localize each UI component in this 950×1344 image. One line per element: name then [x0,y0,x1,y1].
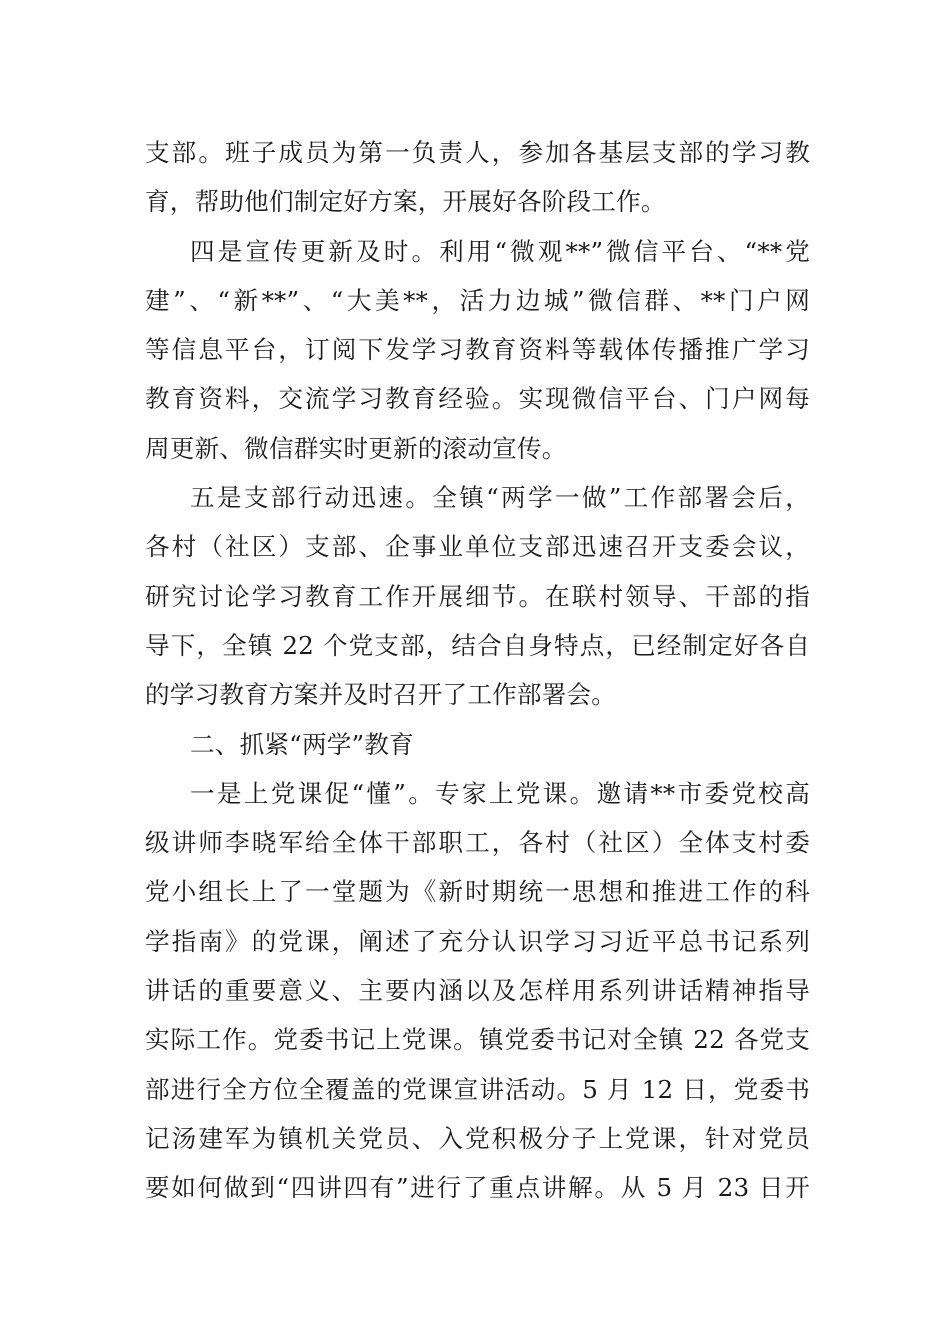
text-line: 级讲师李晓军给全体干部职工，各村（社区）全体支村委 [145,828,810,858]
text-line: 等信息平台，订阅下发学习教育资料等载体传播推广学习 [145,335,810,365]
text-line: 学指南》的党课，阐述了充分认识学习习近平总书记系列 [145,926,810,956]
document-body [145,128,810,1213]
text-line: 建”、“新**”、“大美**，活力边城”微信群、**门户网 [145,285,810,315]
text-line: 实际工作。党委书记上党课。镇党委书记对全镇 22 各党支 [145,1025,810,1055]
text-line: 的学习教育方案并及时召开了工作部署会。 [145,680,617,710]
text-line: 要如何做到“四讲四有”进行了重点讲解。从 5 月 23 日开 [145,1173,810,1203]
text-line: 研究讨论学习教育工作开展细节。在联村领导、干部的指 [145,581,810,611]
text-line: 支部。班子成员为第一负责人，参加各基层支部的学习教 [145,138,810,167]
text-line: 党小组长上了一堂题为《新时期统一思想和推进工作的科 [145,877,810,907]
text-line: 各村（社区）支部、企事业单位支部迅速召开支委会议， [145,532,810,562]
section-heading: 二、抓紧“两学”教育 [190,729,414,759]
text-line: 四是宣传更新及时。利用“微观**”微信平台、“**党 [190,236,810,266]
text-line: 记汤建军为镇机关党员、入党积极分子上党课，针对党员 [145,1123,810,1153]
text-line: 讲话的重要意义、主要内涵以及怎样用系列讲话精神指导 [145,976,810,1006]
text-line: 周更新、微信群实时更新的滚动宣传。 [145,433,567,463]
text-line: 导下，全镇 22 个党支部，结合自身特点，已经制定好各自 [145,630,810,660]
text-line: 部进行全方位全覆盖的党课宣讲活动。5 月 12 日，党委书 [145,1074,810,1104]
text-line: 一是上党课促“懂”。专家上党课。邀请**市委党校高 [190,778,810,808]
text-line: 育，帮助他们制定好方案，开展好各阶段工作。 [145,187,666,217]
text-line: 五是支部行动迅速。全镇“两学一做”工作部署会后， [190,483,810,513]
text-line: 教育资料，交流学习教育经验。实现微信平台、门户网每 [145,384,810,414]
